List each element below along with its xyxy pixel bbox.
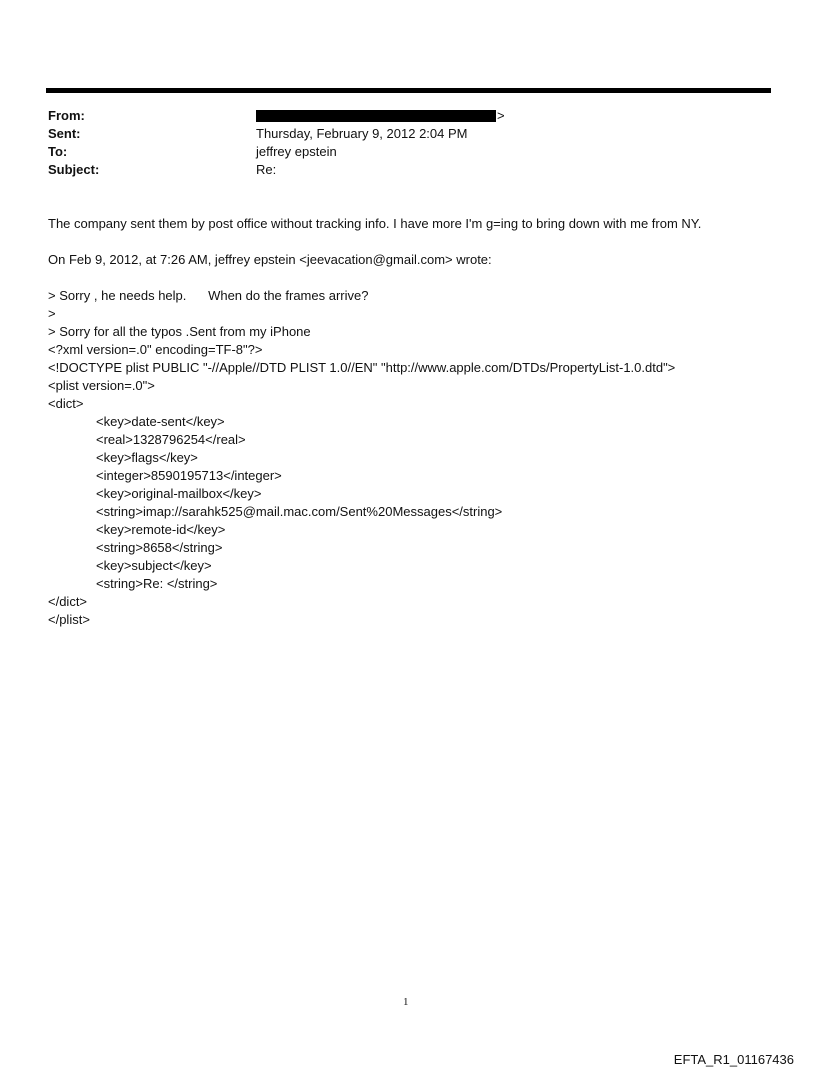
subject-label: Subject:	[48, 162, 100, 177]
sent-value: Thursday, February 9, 2012 2:04 PM	[256, 126, 468, 141]
xml-line: <string>8658</string>	[96, 540, 223, 555]
xml-line: <string>Re: </string>	[96, 576, 218, 591]
to-label: To:	[48, 144, 68, 159]
xml-line: <key>original-mailbox</key>	[96, 486, 262, 501]
xml-line: <key>date-sent</key>	[96, 414, 225, 429]
xml-line: </dict>	[48, 594, 88, 609]
redaction-bar	[256, 110, 496, 122]
quoted-line: > Sorry , he needs help. When do the frames arrive?	[48, 288, 369, 303]
xml-line: <integer>8590195713</integer>	[96, 468, 282, 483]
sent-label: Sent:	[48, 126, 81, 141]
quoted-line: > Sorry for all the typos .Sent from my iPhone	[48, 324, 311, 339]
quote-attribution: On Feb 9, 2012, at 7:26 AM, jeffrey epstein <jeevacation@gmail.com> wrote:	[48, 252, 492, 267]
xml-line: <key>remote-id</key>	[96, 522, 226, 537]
from-label: From:	[48, 108, 85, 123]
header-divider	[46, 88, 771, 93]
page-number: 1	[403, 996, 409, 1008]
xml-line: <real>1328796254</real>	[96, 432, 246, 447]
document-id: EFTA_R1_01167436	[673, 1052, 794, 1067]
xml-line: <string>imap://sarahk525@mail.mac.com/Sent%20Messages</string>	[96, 504, 503, 519]
xml-line: <key>flags</key>	[96, 450, 198, 465]
to-value: jeffrey epstein	[256, 144, 337, 159]
from-value-tail: >	[497, 108, 505, 123]
subject-value: Re:	[256, 162, 277, 177]
quoted-line: >	[48, 306, 56, 321]
xml-line: </plist>	[48, 612, 90, 627]
body-line: The company sent them by post office without tracking info. I have more I'm g=ing to bring down with me from NY.	[48, 216, 702, 231]
xml-line: <?xml version=.0" encoding=TF-8"?>	[48, 342, 263, 357]
xml-line: <!DOCTYPE plist PUBLIC "-//Apple//DTD PLIST 1.0//EN" "http://www.apple.com/DTDs/PropertyList-1.0.dtd">	[48, 360, 676, 375]
xml-line: <key>subject</key>	[96, 558, 212, 573]
xml-line: <plist version=.0">	[48, 378, 155, 393]
xml-line: <dict>	[48, 396, 84, 411]
